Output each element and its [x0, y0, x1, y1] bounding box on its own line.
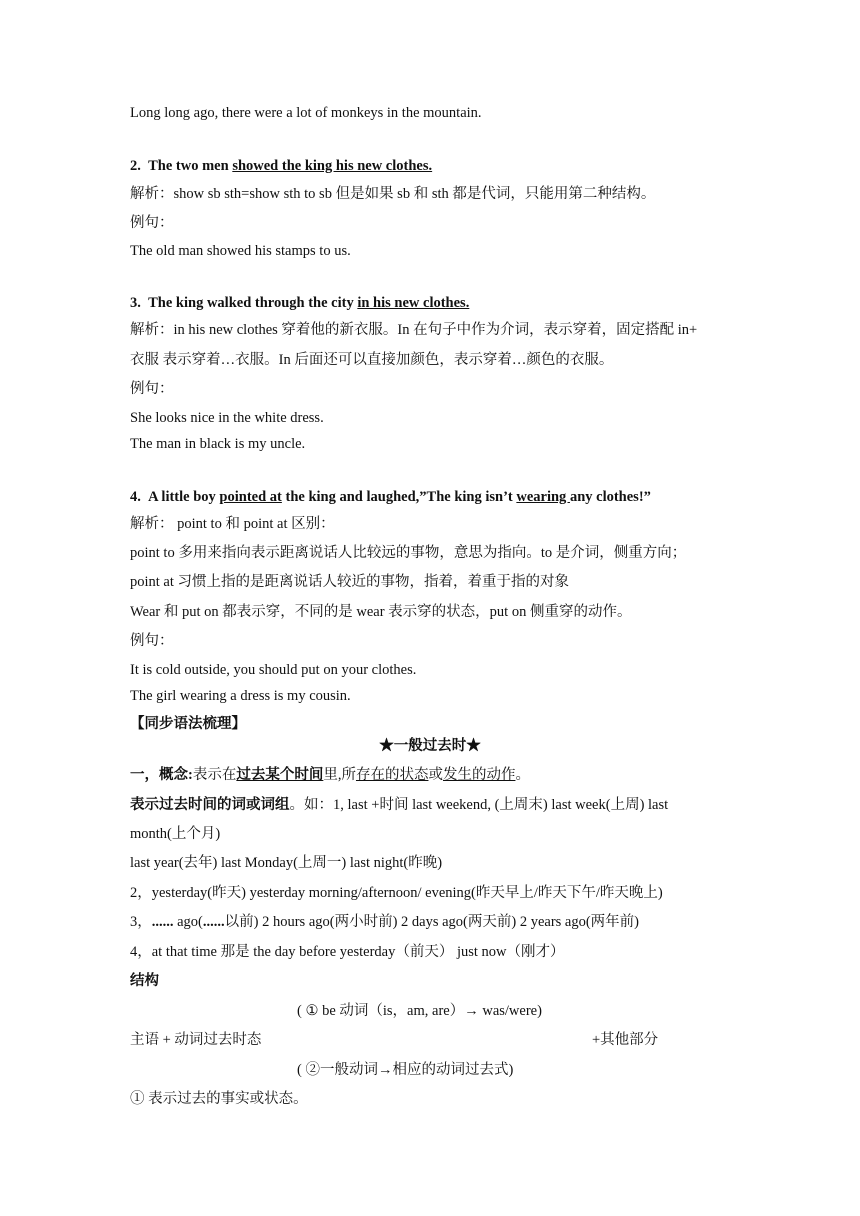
usage-line-1: ① 表示过去的事实或状态。 [130, 1091, 308, 1107]
structure-label: 结构 [130, 973, 159, 989]
concept-part-c: 里,所 [323, 767, 356, 783]
section-3-number: 3. [130, 295, 141, 311]
section-3-example-1: She looks nice in the white dress. [130, 410, 324, 426]
time-words-line-2: month(上个月) [130, 826, 221, 842]
time-words-line-4: 2，yesterday(昨天) yesterday morning/afternoon/ evening(昨天早上/昨天下午/昨天晚上) [130, 885, 663, 901]
section-2-underlined: showed the king his new clothes. [232, 158, 433, 174]
concept-part-a: 表示在 [192, 767, 237, 783]
structure-line-1: ( ① be 动词（is，am, are）→ was/were) [297, 1003, 542, 1019]
concept-part-b: 过去某个时间 [236, 767, 324, 783]
time-words-line-5 [130, 912, 639, 932]
section-4-line-3: Wear 和 put on 都表示穿，不同的是 wear 表示穿的状态，put on 侧重穿的动作。 [130, 604, 632, 620]
structure-line-2-right: +其他部分 [592, 1032, 659, 1048]
section-3-example-label: 例句： [130, 381, 174, 397]
section-3-example-2: The man in black is my uncle. [130, 436, 306, 452]
section-2-number: 2. [130, 158, 141, 174]
section-4-heading [130, 487, 651, 507]
concept-part-f: 发生的动作 [442, 767, 516, 783]
section-3-lead: The king walked through the city [148, 295, 358, 311]
time-words-line-6: 4，at that time 那是 the day before yesterday（前天） just now（刚才） [130, 944, 565, 960]
time-words-line-3: last year(去年) last Monday(上周一) last night(昨晚) [130, 855, 443, 871]
section-4-underlined-1: pointed at [219, 489, 282, 505]
section-4-analysis: 解析： point to 和 point at 区别： [130, 516, 335, 532]
time-words-5b: ...... [151, 914, 178, 930]
section-3-analysis-1: 解析：in his new clothes 穿着他的新衣服。In 在句子中作为介词，表示穿着，固定搭配 in+ [130, 322, 698, 338]
section-2-example-1: The old man showed his stamps to us. [130, 243, 351, 259]
grammar-heading: 【同步语法梳理】 [130, 716, 246, 732]
intro-line: Long long ago, there were a lot of monkeys in the mountain. [130, 105, 482, 121]
section-2-heading [130, 156, 432, 176]
concept-line [130, 765, 530, 785]
structure-line-3: ( ②一般动词→相应的动词过去式) [297, 1062, 514, 1078]
section-2-example-label: 例句： [130, 215, 174, 231]
section-4-lead: A little boy [148, 489, 220, 505]
section-2-lead: The two men [148, 158, 233, 174]
concept-part-d: 存在的状态 [355, 767, 429, 783]
section-4-example-2: The girl wearing a dress is my cousin. [130, 688, 351, 704]
time-words-5c: ago( [177, 914, 203, 930]
section-4-example-1: It is cold outside, you should put on your clothes. [130, 662, 417, 678]
section-4-number: 4. [130, 489, 141, 505]
time-words-lead: 表示过去时间的词或词组 [130, 797, 290, 813]
section-4-line-1: point to 多用来指向表示距离说话人比较远的事物，意思为指向。to 是介词，侧重方向； [130, 545, 687, 561]
section-3-heading [130, 293, 469, 313]
time-words-line-1 [130, 795, 668, 815]
section-2-analysis: 解析：show sb sth=show sth to sb 但是如果 sb 和 sth 都是代词，只能用第二种结构。 [130, 186, 656, 202]
section-4-example-label: 例句： [130, 633, 174, 649]
grammar-title: ★一般过去时★ [379, 738, 481, 754]
structure-line-2-left: 主语 + 动词过去时态 [130, 1032, 262, 1048]
section-4-tail: any clothes!” [569, 489, 651, 505]
section-4-middle: the king and laughed,”The king isn’t [281, 489, 517, 505]
time-words-rest: 。如：1, last +时间 last weekend, (上周末) last week(上周) last [289, 797, 669, 813]
concept-part-e: 或 [428, 767, 443, 783]
time-words-5a: 3， [130, 914, 152, 930]
concept-part-g: 。 [515, 767, 530, 783]
concept-lead: 一，概念: [130, 767, 193, 783]
section-4-line-2: point at 习惯上指的是距离说话人较近的事物，指着，着重于指的对象 [130, 574, 570, 590]
time-words-5e: 以前) 2 hours ago(两小时前) 2 days ago(两天前) 2 years ago(两年前) [224, 914, 640, 930]
section-3-analysis-2: 衣服 表示穿着…衣服。In 后面还可以直接加颜色，表示穿着…颜色的衣服。 [130, 352, 614, 368]
time-words-5d: ...... [202, 914, 225, 930]
section-3-underlined: in his new clothes. [357, 295, 470, 311]
section-4-underlined-2: wearing [516, 489, 570, 505]
